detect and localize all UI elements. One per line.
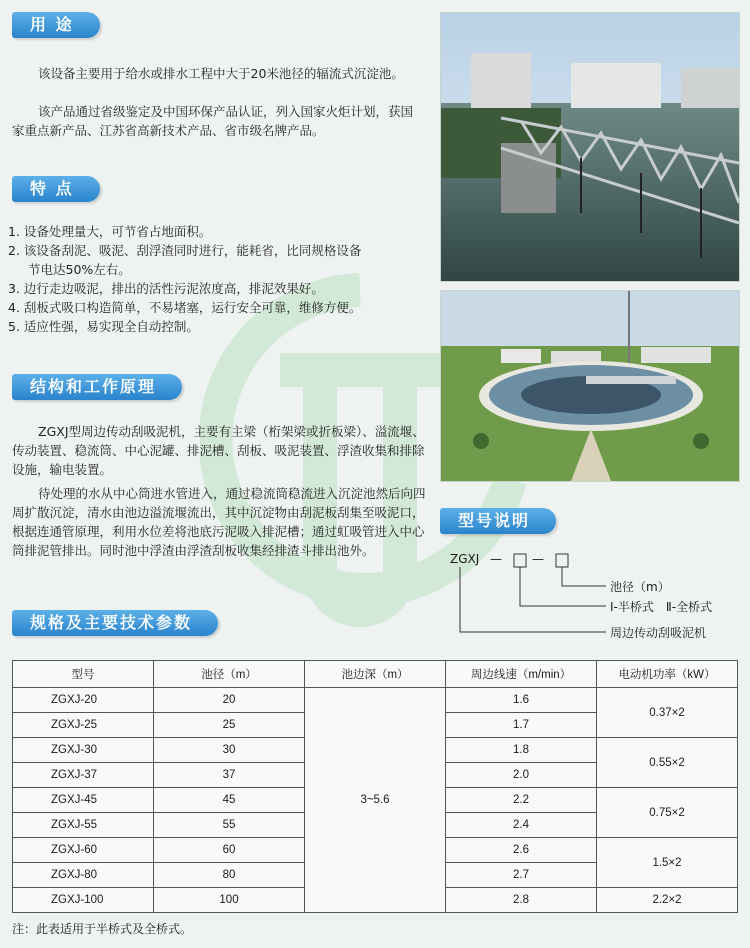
cell-speed: 2.7 bbox=[446, 863, 597, 888]
cell-model: ZGXJ-60 bbox=[13, 838, 154, 863]
section-heading-specs: 规格及主要技术参数 bbox=[12, 610, 218, 636]
photo-bridge-clarifier bbox=[440, 12, 740, 282]
cell-speed: 1.8 bbox=[446, 738, 597, 763]
section-heading-features: 特 点 bbox=[12, 176, 100, 202]
cell-model: ZGXJ-45 bbox=[13, 788, 154, 813]
model-code-prefix: ZGXJ bbox=[450, 552, 480, 566]
model-diameter-label: 池径（m） bbox=[610, 580, 670, 594]
structure-paragraph-2: 待处理的水从中心筒进水管进入，通过稳流筒稳流进入沉淀池然后向四周扩散沉淀，清水由池边溢流堰流出，其中沉淀物由刮泥板刮集至吸泥口，根据连通管原理，利用水位差将池底污泥吸入排泥槽；通过虹吸管进入中心筒排泥管排出。同时池中浮渣由浮渣刮板收集经排渣斗排出池外。 bbox=[12, 486, 426, 558]
col-header-speed: 周边线速（m/min） bbox=[446, 661, 597, 688]
cell-diameter: 20 bbox=[154, 688, 305, 713]
col-header-model: 型号 bbox=[13, 661, 154, 688]
feature-item: 3. 边行走边吸泥，排出的活性污泥浓度高，排泥效果好。 bbox=[8, 281, 324, 296]
cell-power: 1.5×2 bbox=[597, 838, 738, 888]
cell-power: 2.2×2 bbox=[597, 888, 738, 913]
cell-diameter: 30 bbox=[154, 738, 305, 763]
cell-depth: 3~5.6 bbox=[305, 688, 446, 913]
cell-diameter: 55 bbox=[154, 813, 305, 838]
feature-item: 4. 刮板式吸口构造简单，不易堵塞，运行安全可靠，维修方便。 bbox=[8, 300, 362, 315]
cell-speed: 2.8 bbox=[446, 888, 597, 913]
cell-speed: 2.0 bbox=[446, 763, 597, 788]
feature-item: 5. 适应性强，易实现全自动控制。 bbox=[8, 319, 199, 334]
cell-diameter: 25 bbox=[154, 713, 305, 738]
cell-model: ZGXJ-100 bbox=[13, 888, 154, 913]
cell-model: ZGXJ-37 bbox=[13, 763, 154, 788]
feature-item: 2. 该设备刮泥、吸泥、刮浮渣同时进行，能耗省，比同规格设备 bbox=[8, 243, 362, 258]
cell-power: 0.55×2 bbox=[597, 738, 738, 788]
table-row bbox=[13, 688, 738, 713]
use-paragraph-1: 该设备主要用于给水或排水工程中大于20米池径的辐流式沉淀池。 bbox=[38, 66, 404, 81]
cell-power: 0.37×2 bbox=[597, 688, 738, 738]
use-paragraph-2: 该产品通过省级鉴定及中国环保产品认证，列入国家火炬计划，获国家重点新产品、江苏省高新技术产品、省市级名牌产品。 bbox=[12, 104, 414, 138]
specs-table bbox=[12, 660, 738, 913]
feature-item: 节电达50%左右。 bbox=[28, 262, 131, 277]
features-list bbox=[8, 222, 428, 336]
cell-model: ZGXJ-55 bbox=[13, 813, 154, 838]
cell-diameter: 100 bbox=[154, 888, 305, 913]
model-code-diagram bbox=[450, 548, 740, 648]
cell-speed: 1.6 bbox=[446, 688, 597, 713]
cell-model: ZGXJ-25 bbox=[13, 713, 154, 738]
cell-model: ZGXJ-30 bbox=[13, 738, 154, 763]
model-code-dash-1: — bbox=[490, 552, 502, 566]
model-type-label: Ⅰ-半桥式 Ⅱ-全桥式 bbox=[610, 600, 713, 614]
cell-speed: 1.7 bbox=[446, 713, 597, 738]
cell-speed: 2.4 bbox=[446, 813, 597, 838]
cell-power: 0.75×2 bbox=[597, 788, 738, 838]
feature-item: 1. 设备处理量大，可节省占地面积。 bbox=[8, 224, 212, 239]
photo-aerial-tank bbox=[440, 290, 740, 482]
cell-diameter: 37 bbox=[154, 763, 305, 788]
cell-model: ZGXJ-80 bbox=[13, 863, 154, 888]
model-code-dash-2: — bbox=[532, 552, 544, 566]
cell-speed: 2.6 bbox=[446, 838, 597, 863]
col-header-diameter: 池径（m） bbox=[154, 661, 305, 688]
cell-speed: 2.2 bbox=[446, 788, 597, 813]
cell-model: ZGXJ-20 bbox=[13, 688, 154, 713]
section-heading-model: 型号说明 bbox=[440, 508, 556, 534]
col-header-power: 电动机功率（kW） bbox=[597, 661, 738, 688]
section-heading-structure: 结构和工作原理 bbox=[12, 374, 182, 400]
col-header-depth: 池边深（m） bbox=[305, 661, 446, 688]
section-heading-use: 用 途 bbox=[12, 12, 100, 38]
structure-paragraph-1: ZGXJ型周边传动刮吸泥机，主要有主梁（桁架梁或折板梁）、溢流堰、传动装置、稳流筒、中心泥罐、排泥槽、刮板、吸泥装置、浮渣收集和排除设施，输电装置。 bbox=[12, 424, 425, 477]
model-name-label: 周边传动刮吸泥机 bbox=[610, 626, 707, 640]
table-note: 注：此表适用于半桥式及全桥式。 bbox=[12, 922, 193, 936]
cell-diameter: 45 bbox=[154, 788, 305, 813]
table-header-row bbox=[13, 661, 738, 688]
cell-diameter: 60 bbox=[154, 838, 305, 863]
cell-diameter: 80 bbox=[154, 863, 305, 888]
